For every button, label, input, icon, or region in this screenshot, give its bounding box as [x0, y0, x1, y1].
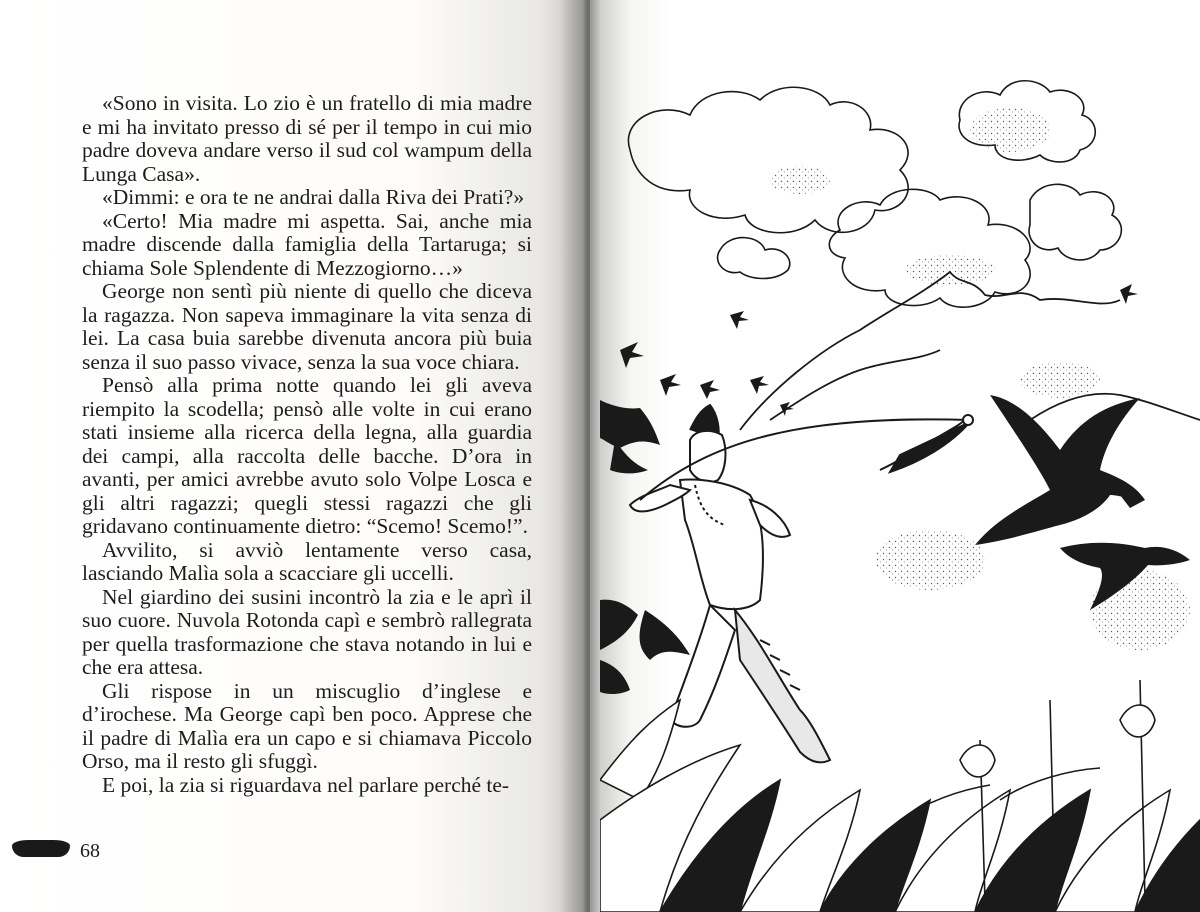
- paragraph-2: «Dimmi: e ora te ne andrai dalla Riva dei Prati?»: [102, 185, 525, 209]
- paragraph-9: E poi, la zia si riguardava nel parlare perché te-: [102, 772, 510, 797]
- body-text: [82, 92, 532, 797]
- paragraph-5: Pensò alla prima notte quando lei gli aveva riempito la scodella; pensò alle volte in cui erano stati insieme alla ricerca della legna, alla guardia dei campi, alla raccolta delle bacche. D’ora in avanti, per amici avrebbe avuto solo Volpe Losca e gli altri ragazzi; quegli stessi ragazzi che gli gridavano continuamente dietro: “Scemo! Scemo!”.: [82, 373, 532, 538]
- paragraph-7: Nel giardino dei susini incontrò la zia e le aprì il suo cuore. Nuvola Rotonda capì e sembrò rallegrata per quella trasformazione che stava notando in lui e che era attesa.: [82, 584, 532, 679]
- paragraph-8: Gli rispose in un miscuglio d’inglese e d’irochese. Ma George capì ben poco. Apprese che il padre di Malìa era un capo e si chiamava Piccolo Orso, ma il resto gli sfuggì.: [82, 678, 532, 773]
- left-page: [0, 0, 590, 912]
- paragraph-1: «Sono in visita. Lo zio è un fratello di mia madre e mi ha invitato presso di sé per il tempo in cui mio padre doveva andare verso il sud col wampum della Lunga Casa».: [82, 91, 532, 186]
- right-page: [600, 0, 1200, 912]
- boy-figure: [630, 405, 830, 762]
- crow-left-lower: [600, 600, 690, 694]
- page-number: 68: [80, 840, 100, 862]
- crow-left-upper: [600, 400, 660, 473]
- clouds: [628, 81, 1121, 307]
- paragraph-3: «Certo! Mia madre mi aspetta. Sai, anche mia madre discende dalla famiglia della Tartaruga; si chiama Sole Splendente di Mezzogiorno…»: [82, 208, 532, 280]
- paragraph-6: Avvilito, si avviò lentamente verso casa, lasciando Malìa sola a scacciare gli uccelli.: [82, 537, 532, 585]
- canoe-folio-icon: [12, 840, 70, 857]
- illustration: [600, 0, 1200, 912]
- paragraph-4: George non sentì più niente di quello che diceva la ragazza. Non sapeva immaginare la vita senza di lei. La casa buia sarebbe divenuta ancora più buia senza il suo passo vivace, senza la sua voce chiara.: [82, 279, 532, 374]
- crow-large-right: [975, 395, 1145, 545]
